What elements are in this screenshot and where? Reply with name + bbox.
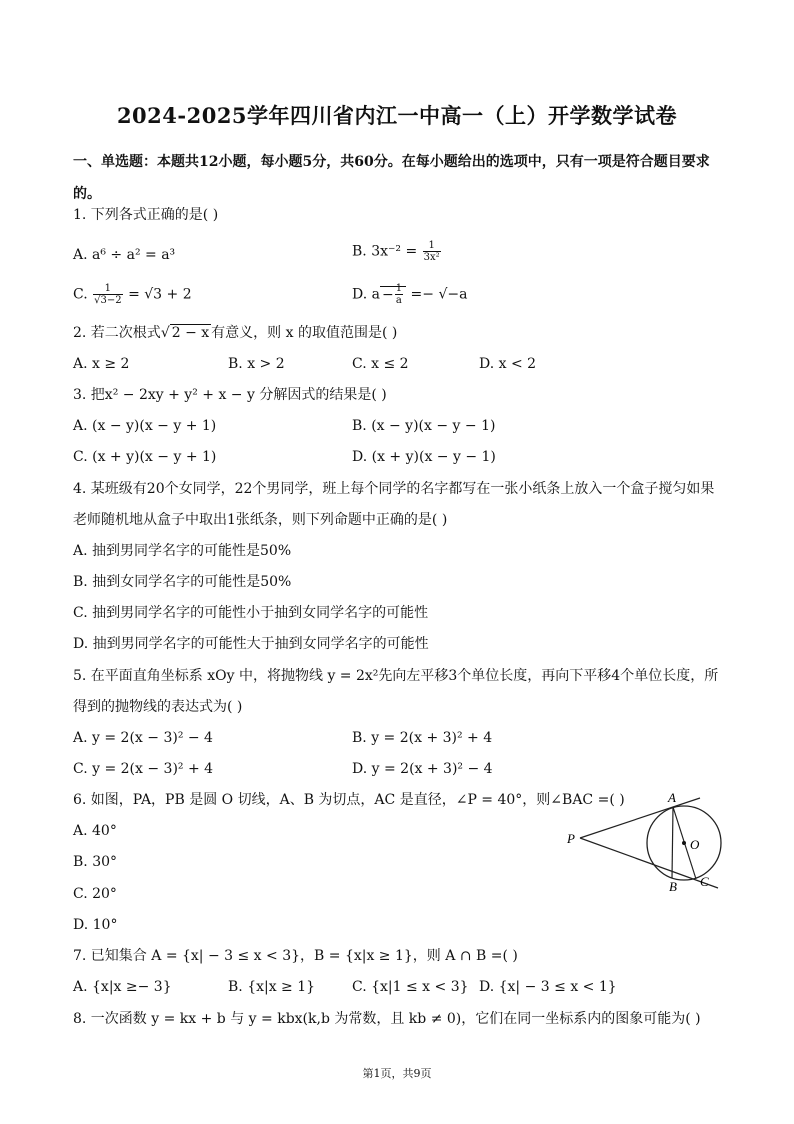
q6-option-c: C. 20° [73,886,117,902]
q3-option-c: C. (x + y)(x − y + 1) [73,449,217,465]
q4-stem-line2: 老师随机地从盒子中取出1张纸条，则下列命题中正确的是( ) [73,512,448,528]
q2-option-a: A. x ≥ 2 [73,356,130,372]
tangent-line-pa [580,798,700,838]
tangent-circle-figure [560,788,725,896]
center-point [682,841,686,845]
q5-stem-line2: 得到的抛物线的表达式为( ) [73,699,243,715]
q4-option-d: D. 抽到男同学名字的可能性大于抽到女同学名字的可能性 [73,636,429,652]
q1-stem: 1. 下列各式正确的是( ) [73,207,219,223]
q4-option-c: C. 抽到男同学名字的可能性小于抽到女同学名字的可能性 [73,605,429,621]
q8-stem: 8. 一次函数 y = kx + b 与 y = kbx(k,b 为常数，且 kb ≠ 0)，它们在同一坐标系内的图象可能为( ) [73,1011,701,1027]
q2-option-b: B. x > 2 [228,356,285,372]
q7-stem: 7. 已知集合 A = {x| − 3 ≤ x < 3}，B = {x|x ≥ 1}，则 A ∩ B =( ) [73,948,518,964]
page-footer: 第1页，共9页 [362,1067,432,1080]
q3-option-b: B. (x − y)(x − y − 1) [352,418,496,434]
q1-option-b: B. 3x⁻² = $\frac{1}{\text{3x²}}$ [352,240,440,263]
label-p: P [567,831,575,846]
q7-option-b: B. {x|x ≥ 1} [228,979,316,995]
q5-option-a: A. y = 2(x − 3)² − 4 [73,730,213,746]
q5-option-c: C. y = 2(x − 3)² + 4 [73,761,214,777]
q1-option-a: A. a⁶ ÷ a² = a³ [73,247,176,263]
page-title: 2024-2025学年四川省内江一中高一（上）开学数学试卷 [116,103,678,128]
chord-ab [672,807,673,878]
q3-option-a: A. (x − y)(x − y + 1) [73,418,217,434]
q5-stem-line1: 5. 在平面直角坐标系 xOy 中，将抛物线 y = 2x²先向左平移3个单位长度，再向下平移4个单位长度，所 [73,668,719,684]
label-o: O [690,837,700,852]
q4-stem-line1: 4. 某班级有20个女同学，22个男同学，班上每个同学的名字都写在一张小纸条上放入一个盒子搅匀如果 [73,481,715,497]
q1-option-d: D. a − $\frac{1}{a}$ =− √−a [352,283,468,306]
q2-stem: 2. 若二次根式√ 2 − x 有意义，则 x 的取值范围是( ) [73,325,398,341]
q5-option-b: B. y = 2(x + 3)² + 4 [352,730,493,746]
q4-option-a: A. 抽到男同学名字的可能性是50% [73,543,292,559]
q3-option-d: D. (x + y)(x − y − 1) [352,449,496,465]
q3-stem: 3. 把x² − 2xy + y² + x − y 分解因式的结果是( ) [73,387,387,403]
q6-stem: 6. 如图，PA，PB 是圆 O 切线，A、B 为切点，AC 是直径，∠P = 40°，则∠BAC =( ) [73,792,625,808]
q2-option-c: C. x ≤ 2 [352,356,409,372]
q6-option-b: B. 30° [73,854,118,870]
label-c: C [700,874,709,889]
q2-option-d: D. x < 2 [479,356,537,372]
q7-option-c: C. {x|1 ≤ x < 3} [352,979,469,995]
q6-option-a: A. 40° [73,823,117,839]
section-header: 一、单选题：本题共12小题，每小题5分，共60分。在每小题给出的选项中，只有一项是符合题目要求的。 [73,154,710,202]
label-a: A [668,790,676,805]
q7-option-d: D. {x| − 3 ≤ x < 1} [479,979,617,995]
q7-option-a: A. {x|x ≥− 3} [73,979,172,995]
q1-option-c: C. $\frac{1}{√3-2}$ = √3 + 2 [73,283,192,306]
label-b: B [669,879,677,894]
q6-option-d: D. 10° [73,917,118,933]
q4-option-b: B. 抽到女同学名字的可能性是50% [73,574,292,590]
q5-option-d: D. y = 2(x + 3)² − 4 [352,761,493,777]
